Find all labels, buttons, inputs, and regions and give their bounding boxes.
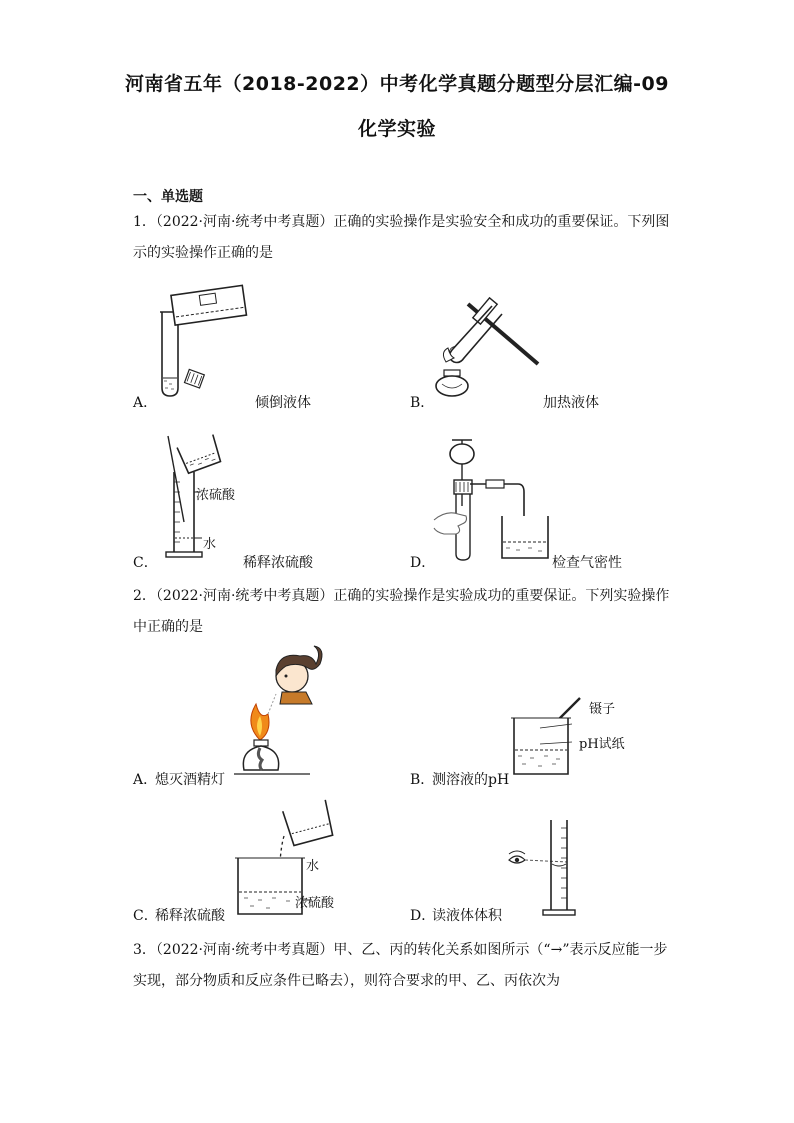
q2-label-ph-paper: pH试纸 bbox=[579, 737, 625, 752]
q1-label-acid: 浓硫酸 bbox=[196, 488, 236, 503]
q1-option-a-letter[interactable]: A． bbox=[133, 395, 158, 411]
question-3-line-1: 3．（2022·河南·统考中考真题）甲、乙、丙的转化关系如图所示（“→”表示反应能一步 bbox=[133, 942, 668, 958]
airtightness-check-figure bbox=[432, 436, 552, 566]
q2-option-a-caption: 熄灭酒精灯 bbox=[155, 772, 225, 788]
document-title: 河南省五年（2018-2022）中考化学真题分题型分层汇编-09 bbox=[125, 73, 669, 95]
question-2-line-1: 2．（2022·河南·统考中考真题）正确的实验操作是实验成功的重要保证。下列实验操作 bbox=[133, 588, 670, 604]
q1-option-c-caption: 稀释浓硫酸 bbox=[243, 555, 313, 571]
heating-liquid-figure bbox=[428, 292, 548, 402]
question-2-line-2: 中正确的是 bbox=[133, 619, 203, 635]
q1-option-b-letter[interactable]: B． bbox=[410, 395, 435, 411]
q2-label-tweezers: 镊子 bbox=[589, 702, 616, 717]
q2-label-acid: 浓硫酸 bbox=[295, 896, 335, 911]
section-heading: 一、单选题 bbox=[133, 189, 203, 205]
q1-option-d-letter[interactable]: D． bbox=[410, 555, 436, 571]
q2-option-c-caption: 稀释浓硫酸 bbox=[155, 908, 225, 924]
q2-option-d-caption: 读液体体积 bbox=[432, 908, 502, 924]
blowing-lamp-figure bbox=[230, 640, 350, 780]
pouring-liquid-figure bbox=[150, 280, 270, 400]
ph-test-figure bbox=[508, 694, 588, 784]
q1-option-c-letter[interactable]: C． bbox=[133, 555, 158, 571]
question-1-line-1: 1．（2022·河南·统考中考真题）正确的实验操作是实验安全和成功的重要保证。下列图 bbox=[133, 214, 670, 230]
q2-option-b-caption: 测溶液的pH bbox=[432, 772, 510, 788]
q1-option-a-caption: 倾倒液体 bbox=[255, 395, 311, 411]
reading-volume-figure bbox=[505, 818, 585, 918]
question-1-line-2: 示的实验操作正确的是 bbox=[133, 245, 273, 261]
document-subtitle: 化学实验 bbox=[357, 118, 436, 140]
q2-option-b-letter[interactable]: B． bbox=[410, 772, 435, 788]
q2-option-a-letter[interactable]: A． bbox=[133, 772, 158, 788]
q2-option-d-letter[interactable]: D． bbox=[410, 908, 436, 924]
q2-option-c-letter[interactable]: C． bbox=[133, 908, 158, 924]
q2-label-water: 水 bbox=[306, 859, 320, 874]
question-3-line-2: 实现，部分物质和反应条件已略去），则符合要求的甲、乙、丙依次为 bbox=[133, 973, 560, 989]
q1-option-d-caption: 检查气密性 bbox=[552, 555, 622, 571]
q1-label-water: 水 bbox=[203, 537, 217, 552]
q1-option-b-caption: 加热液体 bbox=[543, 395, 599, 411]
